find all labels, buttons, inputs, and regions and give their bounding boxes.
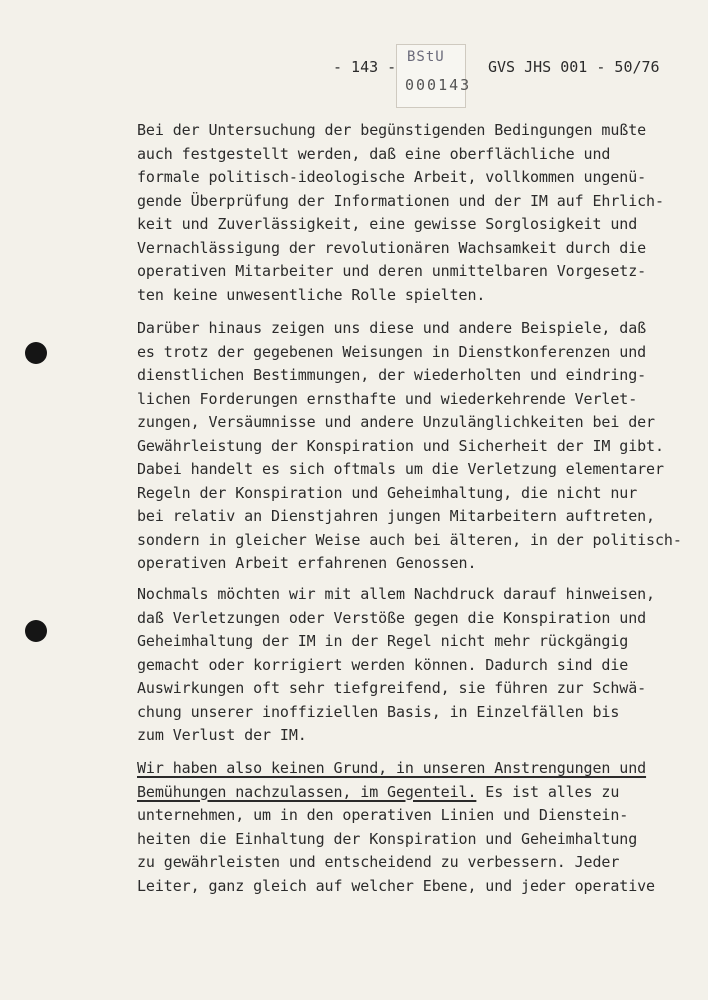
text-line: daß Verletzungen oder Verstöße gegen die Konspiration und <box>137 608 647 627</box>
text-line: sondern in gleicher Weise auch bei älteren, in der politisch- <box>137 530 682 549</box>
text-line: Darüber hinaus zeigen uns diese und andere Beispiele, daß <box>137 319 647 337</box>
text-line: operativen Mitarbeiter und deren unmittelbaren Vorgesetz- <box>137 262 647 280</box>
paragraph-1 <box>137 119 664 307</box>
text-line: gemacht oder korrigiert werden können. Dadurch sind die <box>137 655 629 674</box>
punch-hole <box>25 342 47 364</box>
text-line: zu gewährleisten und entscheidend zu verbessern. Jeder <box>137 853 620 871</box>
text-line: bei relativ an Dienstjahren jungen Mitarbeitern auftreten, <box>137 507 655 525</box>
stamp-number: 000143 <box>405 76 472 94</box>
text-line: formale politisch-ideologische Arbeit, vollkommen ungenü- <box>137 168 647 186</box>
text-line: Gewährleistung der Konspiration und Sicherheit der IM gibt. <box>137 436 664 455</box>
text-line: Geheimhaltung der IM in der Regel nicht mehr rückgängig <box>137 632 629 650</box>
text-line: Dabei handelt es sich oftmals um die Verletzung elementarer <box>137 460 664 478</box>
text-line: auch festgestellt werden, daß eine oberflächliche und <box>137 144 611 163</box>
underlined-line: Wir haben also keinen Grund, in unseren Anstrengungen und <box>137 759 647 777</box>
text-line: operativen Arbeit erfahrenen Genossen. <box>137 554 477 572</box>
punch-hole <box>25 620 47 642</box>
page-number: - 143 - <box>333 58 397 76</box>
text-line: lichen Forderungen ernsthafte und wiederkehrende Verlet- <box>137 389 638 408</box>
paragraph-3 <box>137 583 655 748</box>
text-line: unternehmen, um in den operativen Linien und Dienstein- <box>137 806 629 824</box>
text-line: Nochmals möchten wir mit allem Nachdruck darauf hinweisen, <box>137 585 655 603</box>
paragraph-4 <box>137 757 655 898</box>
text-line: zungen, Versäumnisse und andere Unzulänglichkeiten bei der <box>137 413 655 431</box>
text-line: dienstlichen Bestimmungen, der wiederholten und eindring- <box>137 366 647 384</box>
text-line: Bei der Untersuchung der begünstigenden Bedingungen mußte <box>137 121 647 139</box>
text-line: Leiter, ganz gleich auf welcher Ebene, und jeder operative <box>137 876 655 895</box>
text-line <box>137 781 655 805</box>
text-line: es trotz der gegebenen Weisungen in Dienstkonferenzen und <box>137 342 647 361</box>
text-line: Regeln der Konspiration und Geheimhaltung, die nicht nur <box>137 483 638 502</box>
text-line: ten keine unwesentliche Rolle spielten. <box>137 285 486 304</box>
paragraph-2 <box>137 317 682 576</box>
text-line: heiten die Einhaltung der Konspiration und Geheimhaltung <box>137 829 638 848</box>
text-line: keit und Zuverlässigkeit, eine gewisse Sorglosigkeit und <box>137 215 638 233</box>
text-line: zum Verlust der IM. <box>137 726 307 744</box>
document-reference: GVS JHS 001 - 50/76 <box>488 58 660 76</box>
text-line: gende Überprüfung der Informationen und der IM auf Ehrlich- <box>137 191 664 210</box>
text-line: chung unserer inoffiziellen Basis, in Einzelfällen bis <box>137 702 620 721</box>
text-line: Vernachlässigung der revolutionären Wachsamkeit durch die <box>137 238 647 257</box>
line-remainder: Es ist alles zu <box>476 782 620 801</box>
archive-stamp <box>396 44 472 108</box>
stamp-label: BStU <box>407 49 445 65</box>
text-line: Auswirkungen oft sehr tiefgreifend, sie führen zur Schwä- <box>137 679 647 697</box>
underlined-phrase: Bemühungen nachzulassen, im Gegenteil. <box>137 782 477 801</box>
